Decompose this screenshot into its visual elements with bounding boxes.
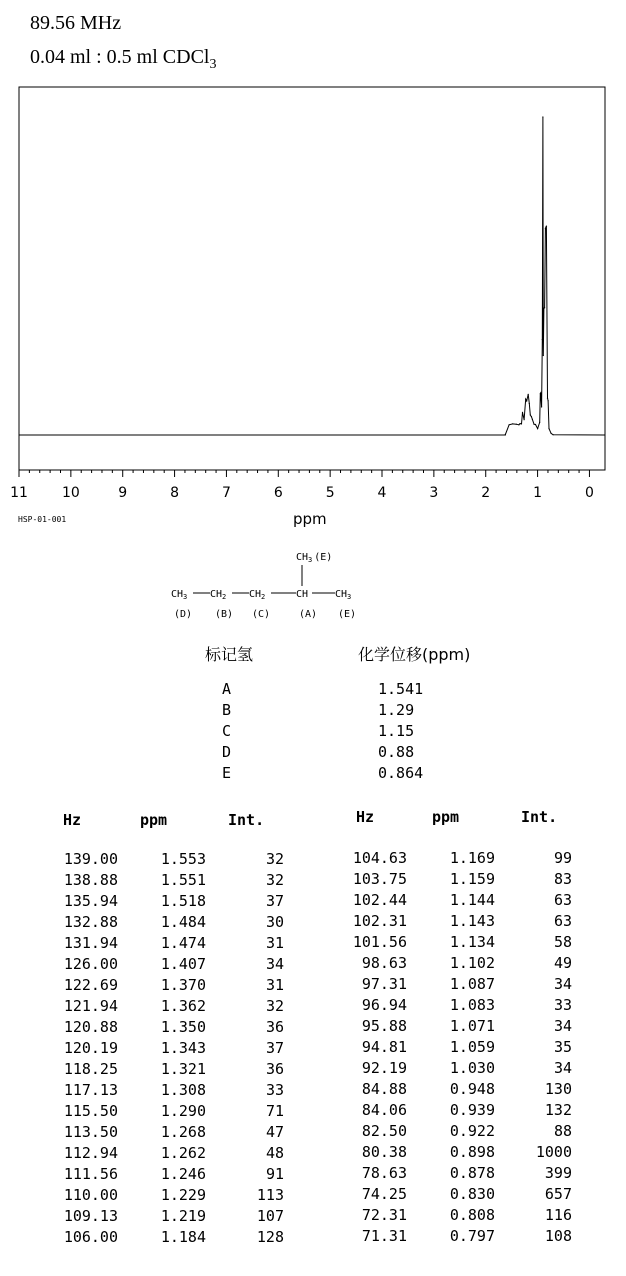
peak-int: 99	[553, 849, 572, 867]
peak-hz: 74.25	[361, 1185, 407, 1203]
peak-ppm: 1.518	[160, 892, 206, 910]
spectrum-point	[540, 392, 541, 393]
peak-hz: 98.63	[361, 954, 407, 972]
peak-int: 108	[544, 1227, 572, 1245]
assignment-shift: 0.88	[378, 743, 415, 761]
peak-int: 35	[553, 1038, 572, 1056]
peak-hz: 120.19	[63, 1039, 118, 1057]
spectrum-point	[529, 403, 530, 404]
spectrum-baseline	[19, 117, 605, 435]
x-tick-label: 1	[533, 485, 543, 501]
peak-hz: 122.69	[63, 976, 118, 994]
spectrum-point	[526, 400, 527, 401]
assignment-label: E	[222, 764, 232, 782]
mol-group-3: $CH_2$	[249, 589, 266, 601]
peak-ppm: 1.083	[449, 996, 495, 1014]
spectrum-point	[524, 419, 525, 420]
x-tick-label: 3	[429, 485, 439, 501]
mol-label-1: (D)	[174, 609, 193, 620]
peak-int: 33	[265, 1081, 284, 1099]
peak-int: 399	[544, 1164, 572, 1182]
spectrum-point	[545, 228, 546, 229]
x-tick-label: 4	[377, 485, 387, 501]
spectrum-point	[546, 226, 547, 227]
spectrum-point	[553, 434, 554, 435]
peak-ppm: 1.370	[160, 976, 206, 994]
peak-ppm: 1.553	[160, 850, 206, 868]
peak-int: 47	[265, 1123, 284, 1141]
peak-int: 34	[553, 1017, 572, 1035]
peak-int: 48	[265, 1144, 284, 1162]
peak-ppm: 1.246	[160, 1165, 206, 1183]
peak-ppm: 1.343	[160, 1039, 206, 1057]
spectrum-point	[537, 428, 538, 429]
peak-hz: 103.75	[352, 870, 407, 888]
peak-int: 37	[265, 892, 284, 910]
peak-int: 657	[544, 1185, 572, 1203]
peak-hz: 110.00	[63, 1186, 118, 1204]
assignment-header-shift: 化学位移(ppm)	[358, 645, 471, 664]
spectrum-point	[548, 400, 549, 401]
peak-int: 30	[265, 913, 284, 931]
peak-ppm: 1.474	[160, 934, 206, 952]
peak-hz: 84.88	[361, 1080, 407, 1098]
x-tick-label: 11	[10, 485, 28, 501]
spectrum-point	[544, 307, 545, 308]
peak-int: 31	[265, 976, 284, 994]
peak-ppm: 0.878	[449, 1164, 495, 1182]
spectrum-point	[522, 412, 523, 413]
peak-hz: 94.81	[361, 1038, 407, 1056]
peak-ppm: 0.922	[449, 1122, 495, 1140]
peak-hz: 117.13	[63, 1081, 118, 1099]
peak-ppm: 1.169	[449, 849, 495, 867]
peak-hz: 135.94	[63, 892, 118, 910]
peak-int: 34	[553, 1059, 572, 1077]
spectrum-point	[543, 355, 544, 356]
peak-int: 130	[544, 1080, 572, 1098]
peak-ppm: 1.087	[449, 975, 495, 993]
spectrum-point	[542, 339, 543, 340]
peak-ppm: 1.362	[160, 997, 206, 1015]
nmr-spectrum-chart	[0, 0, 626, 540]
assignment-label: A	[222, 680, 232, 698]
peak-hz: 101.56	[352, 933, 407, 951]
spectrum-point	[528, 394, 529, 395]
spectrum-point	[509, 424, 510, 425]
peak-hz: 139.00	[63, 850, 118, 868]
peak-ppm: 0.948	[449, 1080, 495, 1098]
spectrum-point	[541, 406, 542, 407]
peak-int: 88	[553, 1122, 572, 1140]
peak-hz: 71.31	[361, 1227, 407, 1245]
peak-hz: 126.00	[63, 955, 118, 973]
peak-hz: 84.06	[361, 1101, 407, 1119]
peak-int: 63	[553, 912, 572, 930]
peak-int: 71	[265, 1102, 284, 1120]
peak-ppm: 1.059	[449, 1038, 495, 1056]
peak-hz: 72.31	[361, 1206, 407, 1224]
spectrum-point	[531, 416, 532, 417]
x-tick-label: 0	[584, 485, 594, 501]
x-tick-label: 2	[481, 485, 491, 501]
peak-hz: 121.94	[63, 997, 118, 1015]
spectrum-point	[505, 434, 506, 435]
peak-int: 34	[553, 975, 572, 993]
peak-header-int: Int.	[521, 808, 558, 826]
peak-ppm: 0.830	[449, 1185, 495, 1203]
peak-int: 63	[553, 891, 572, 909]
peak-ppm: 1.219	[160, 1207, 206, 1225]
peak-hz: 95.88	[361, 1017, 407, 1035]
sample-code: HSP-01-001	[18, 515, 67, 524]
solvent-text: 0.04 ml : 0.5 ml CDCl	[30, 46, 210, 68]
peak-hz: 118.25	[63, 1060, 118, 1078]
peak-int: 34	[265, 955, 284, 973]
spectrum-point	[539, 422, 540, 423]
peak-ppm: 1.144	[449, 891, 495, 909]
assignment-shift: 1.15	[378, 722, 415, 740]
mol-label-3: (C)	[252, 609, 271, 620]
peak-int: 132	[544, 1101, 572, 1119]
peak-int: 32	[265, 850, 284, 868]
peak-hz: 109.13	[63, 1207, 118, 1225]
peak-int: 107	[256, 1207, 284, 1225]
mol-label-4: (A)	[299, 609, 318, 620]
peak-hz: 92.19	[361, 1059, 407, 1077]
peak-hz: 138.88	[63, 871, 118, 889]
peak-ppm: 1.071	[449, 1017, 495, 1035]
mol-group-2: $CH_2$	[210, 589, 227, 601]
mol-group-1: $CH_3$	[171, 589, 188, 601]
assignment-label: C	[222, 722, 232, 740]
peak-ppm: 1.102	[449, 954, 495, 972]
assignment-shift: 1.29	[378, 701, 415, 719]
peak-ppm: 1.350	[160, 1018, 206, 1036]
peak-ppm: 1.290	[160, 1102, 206, 1120]
peak-int: 36	[265, 1018, 284, 1036]
peak-hz: 82.50	[361, 1122, 407, 1140]
peak-ppm: 1.030	[449, 1059, 495, 1077]
x-tick-label: 9	[118, 485, 128, 501]
spectrum-point	[542, 116, 543, 117]
peak-ppm: 1.321	[160, 1060, 206, 1078]
spectrum-point	[518, 424, 519, 425]
peak-hz: 132.88	[63, 913, 118, 931]
peak-ppm: 0.797	[449, 1227, 495, 1245]
peak-int: 58	[553, 933, 572, 951]
peak-int: 83	[553, 870, 572, 888]
peak-int: 32	[265, 997, 284, 1015]
peak-header-ppm: ppm	[432, 808, 460, 826]
spectrum-point	[551, 433, 552, 434]
spectrometer-frequency: 89.56 MHz	[30, 12, 122, 34]
assignment-header-label: 标记氢	[205, 645, 254, 664]
x-tick-label: 7	[221, 485, 231, 501]
peak-hz: 78.63	[361, 1164, 407, 1182]
peak-ppm: 1.484	[160, 913, 206, 931]
peak-ppm: 0.808	[449, 1206, 495, 1224]
peak-header-ppm: ppm	[140, 811, 168, 829]
x-ticks	[10, 470, 594, 501]
assignment-shift: 0.864	[378, 764, 424, 782]
assignment-label: B	[222, 701, 232, 719]
spectrum-point	[535, 424, 536, 425]
assignment-label: D	[222, 743, 232, 761]
peak-header-hz: Hz	[63, 811, 82, 829]
peak-int: 113	[256, 1186, 284, 1204]
peak-int: 1000	[535, 1143, 572, 1161]
mol-label-5: (E)	[338, 609, 357, 620]
peak-ppm: 1.407	[160, 955, 206, 973]
spectrum-point	[512, 423, 513, 424]
peak-ppm: 0.898	[449, 1143, 495, 1161]
spectrum-point	[532, 419, 533, 420]
peak-hz: 113.50	[63, 1123, 118, 1141]
spectrum-point	[533, 424, 534, 425]
spectrum-point	[521, 423, 522, 424]
peak-int: 36	[265, 1060, 284, 1078]
peak-ppm: 1.184	[160, 1228, 206, 1246]
mol-top-group: $CH_3$ (E)	[296, 552, 333, 564]
peak-hz: 111.56	[63, 1165, 118, 1183]
peak-ppm: 1.268	[160, 1123, 206, 1141]
peak-ppm: 1.143	[449, 912, 495, 930]
peak-ppm: 1.229	[160, 1186, 206, 1204]
spectrum-point	[525, 399, 526, 400]
peak-hz: 102.44	[352, 891, 407, 909]
peak-int: 116	[544, 1206, 572, 1224]
peak-header-hz: Hz	[356, 808, 375, 826]
mol-group-4: CH	[296, 589, 309, 600]
plot-frame	[19, 87, 605, 470]
spectrum-point	[548, 428, 549, 429]
spectrum-point	[516, 424, 517, 425]
peak-hz: 106.00	[63, 1228, 118, 1246]
peak-int: 32	[265, 871, 284, 889]
spectrum-point	[530, 414, 531, 415]
peak-int: 49	[553, 954, 572, 972]
peak-int: 31	[265, 934, 284, 952]
x-tick-label: 8	[170, 485, 180, 501]
peak-hz: 80.38	[361, 1143, 407, 1161]
peak-ppm: 1.308	[160, 1081, 206, 1099]
spectrum-point	[547, 398, 548, 399]
spectrum-point	[519, 423, 520, 424]
peak-int: 37	[265, 1039, 284, 1057]
mol-label-2: (B)	[215, 609, 234, 620]
peak-hz: 96.94	[361, 996, 407, 1014]
peak-ppm: 1.551	[160, 871, 206, 889]
x-tick-label: 6	[273, 485, 283, 501]
peak-int: 33	[553, 996, 572, 1014]
peak-int: 128	[256, 1228, 284, 1246]
x-tick-label: 5	[325, 485, 335, 501]
peak-ppm: 0.939	[449, 1101, 495, 1119]
peak-hz: 112.94	[63, 1144, 118, 1162]
peak-ppm: 1.262	[160, 1144, 206, 1162]
peak-ppm: 1.159	[449, 870, 495, 888]
x-tick-label: 10	[61, 485, 80, 501]
peak-hz: 131.94	[63, 934, 118, 952]
assignment-shift: 1.541	[378, 680, 424, 698]
peak-hz: 115.50	[63, 1102, 118, 1120]
peak-hz: 104.63	[352, 849, 407, 867]
peak-hz: 120.88	[63, 1018, 118, 1036]
peak-header-int: Int.	[228, 811, 265, 829]
peak-ppm: 1.134	[449, 933, 495, 951]
mol-group-5: $CH_3$	[335, 589, 352, 601]
peak-int: 91	[265, 1165, 284, 1183]
x-axis-label: ppm	[293, 510, 327, 528]
solvent-subscript: 3	[209, 57, 217, 72]
peak-hz: 102.31	[352, 912, 407, 930]
peak-hz: 97.31	[361, 975, 407, 993]
